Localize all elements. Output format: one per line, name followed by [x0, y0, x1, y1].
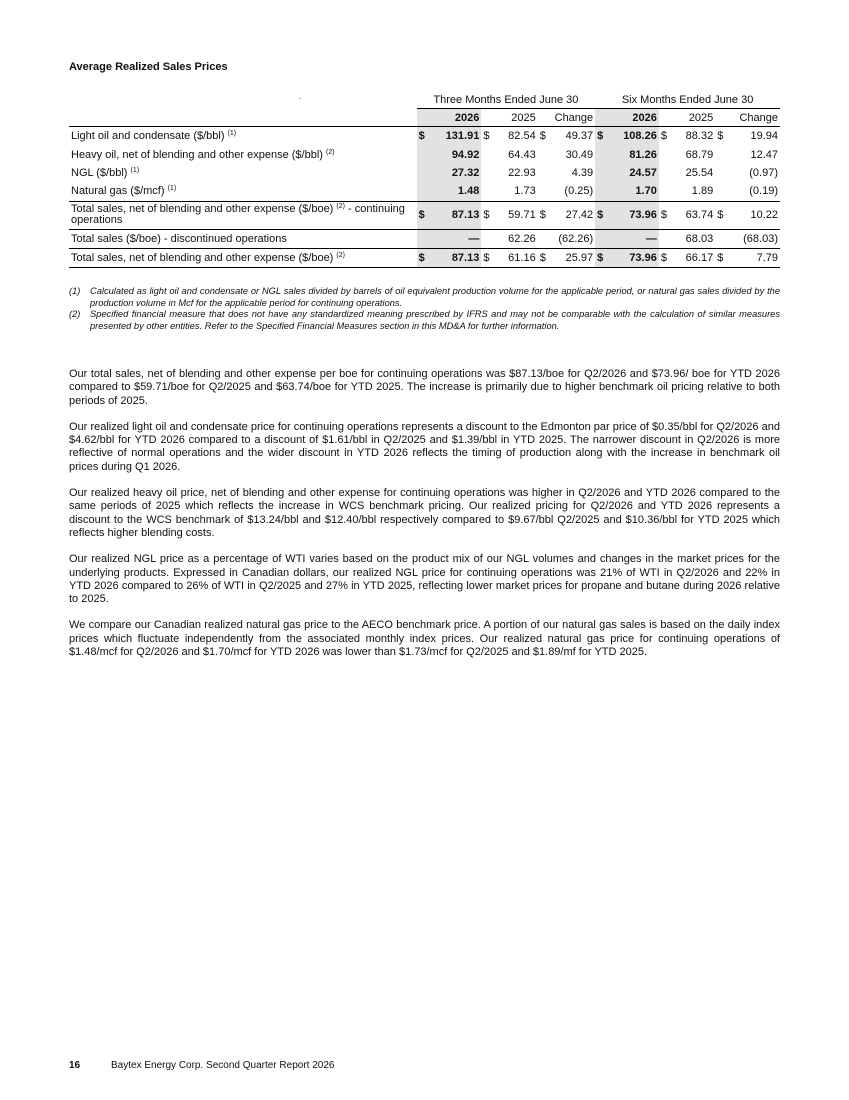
cell-value: 73.96: [606, 201, 659, 229]
cell-value: —: [427, 229, 481, 248]
footnote-number: (1): [69, 286, 81, 296]
cell-value: 63.74: [669, 201, 715, 229]
footnote-ref: (2): [326, 148, 335, 156]
year-header-2025-ytd: 2025: [659, 109, 715, 127]
row-label-text: Total sales ($/boe) - discontinued operations: [71, 232, 287, 245]
currency-symbol: $: [595, 127, 605, 146]
cell-value: 68.79: [685, 148, 714, 161]
cell-value: —: [606, 229, 659, 248]
cell-value: 27.32: [427, 164, 481, 182]
row-label-text: Natural gas ($/mcf): [71, 185, 165, 198]
currency-symbol: $: [659, 201, 669, 229]
cell-value: (0.19): [749, 185, 778, 198]
footnote-ref: (1): [227, 130, 237, 138]
paragraph-heavy-oil: Our realized heavy oil price, net of blending and other expense for continuing operations was higher in Q2/2026 and YTD 2026 compared to the same periods of 2025 which reflects the increase in WCS benchmark pricing. Our realized pricing for Q2/2026 and YTD 2026 represents a discount to the WCS benchmark of $13.24/bbl and $12.40/bbl respectively compared to $9.67/bbl Q2/2025 and $10.36/bbl for YTD 2025 which reflects higher blending costs.: [69, 487, 780, 539]
currency-symbol: [538, 229, 548, 248]
footnote-text: Specified financial measure that does not have any standardized meaning prescribed by IFRS and may not be comparable with the calculation of similar measures presented by other entities. Refer to the Specified Financial Measures section in this MD&A for further information.: [90, 309, 780, 331]
table-row: [69, 127, 780, 146]
row-label: [69, 164, 417, 182]
row-label: [69, 145, 417, 163]
group-header-three-months: Three Months Ended June 30: [417, 92, 596, 109]
currency-symbol: [715, 182, 725, 201]
year-header-change-ytd: Change: [715, 109, 780, 127]
row-label: [69, 248, 417, 267]
footnote: [69, 286, 780, 309]
currency-symbol: [595, 182, 605, 201]
currency-symbol: $: [417, 201, 427, 229]
currency-symbol: $: [538, 248, 548, 267]
currency-symbol: $: [595, 248, 605, 267]
cell-value: 131.91: [427, 127, 481, 146]
cell-value: 108.26: [606, 127, 659, 146]
currency-symbol: [481, 145, 491, 163]
group-header-six-months: Six Months Ended June 30: [595, 92, 780, 109]
cell-value: 30.49: [565, 148, 594, 161]
currency-symbol: $: [660, 130, 667, 143]
year-header-2025-q: 2025: [481, 109, 537, 127]
currency-symbol: $: [417, 127, 427, 146]
currency-symbol: [538, 182, 548, 201]
footnote-ref: (2): [336, 252, 345, 260]
cell-value: 24.57: [606, 164, 659, 182]
currency-symbol: [417, 182, 427, 201]
footer-text: Baytex Energy Corp. Second Quarter Report 2026: [111, 1060, 335, 1071]
year-header-2026-ytd: 2026: [595, 109, 659, 127]
footnote-text: Calculated as light oil and condensate or NGL sales divided by barrels of oil equivalent production volume for the applicable period, or natural gas sales divided by the production volume in Mcf for the applicable period for continuing operations.: [90, 286, 780, 308]
currency-symbol: [417, 164, 427, 182]
currency-symbol: [538, 145, 548, 163]
row-label: [69, 229, 417, 248]
cell-value: 19.94: [750, 130, 778, 143]
table-row: [69, 182, 780, 201]
cell-value: 59.71: [492, 201, 538, 229]
currency-symbol: [481, 164, 491, 182]
paragraph-natural-gas: We compare our Canadian realized natural gas price to the AECO benchmark price. A portion of our natural gas sales is based on the daily index prices which fluctuate independently from the associated monthly index prices. Our realized natural gas price for continuing operations of $1.48/mcf for Q2/2026 and $1.70/mcf for YTD 2026 was lower than $1.73/mcf for Q2/2025 and $1.89/mf for YTD 2025.: [69, 619, 780, 659]
currency-symbol: $: [481, 248, 491, 267]
paragraph-total-sales: Our total sales, net of blending and other expense per boe for continuing operations was $87.13/boe for Q2/2026 and $73.96/ boe for YTD 2026 compared to $59.71/boe for Q2/2025 and $63.74/boe for YTD 2025. The increase is primarily due to higher benchmark oil pricing relative to both periods of 2025.: [69, 368, 780, 407]
cell-value: 88.32: [685, 130, 714, 143]
row-label-suffix: - continuing operations: [71, 203, 405, 227]
cell-value: 87.13: [427, 248, 481, 267]
cell-value: 81.26: [606, 145, 659, 163]
cell-value: 64.43: [508, 148, 536, 161]
currency-symbol: $: [481, 201, 491, 229]
currency-symbol: [538, 164, 548, 182]
currency-symbol: $: [717, 130, 724, 143]
footnotes: [69, 286, 780, 332]
section-title: Average Realized Sales Prices: [69, 61, 228, 73]
cell-value: 1.89: [691, 185, 714, 198]
currency-symbol: $: [659, 248, 669, 267]
page-number: 16: [69, 1060, 81, 1071]
row-label-text: Total sales, net of blending and other expense ($/boe): [71, 252, 334, 265]
currency-symbol: $: [483, 130, 490, 143]
row-label-text: Light oil and condensate ($/bbl): [71, 130, 225, 143]
cell-value: 22.93: [508, 166, 536, 179]
cell-value: 68.03: [669, 229, 715, 248]
footnote-ref: (2): [336, 203, 345, 211]
cell-value: (0.97): [749, 166, 778, 179]
cell-value: (62.26): [548, 229, 595, 248]
row-label-text: Total sales, net of blending and other expense ($/boe): [71, 203, 334, 216]
row-label: [69, 182, 417, 201]
currency-symbol: [715, 164, 725, 182]
cell-value: 4.39: [571, 166, 594, 179]
cell-value: 62.26: [492, 229, 538, 248]
stray-dot: .: [299, 92, 302, 101]
table-row: [69, 201, 780, 229]
table-row: [69, 229, 780, 248]
cell-value: 27.42: [548, 201, 595, 229]
row-label: [69, 127, 417, 146]
table-row: [69, 164, 780, 182]
footnote: [69, 309, 780, 332]
cell-value: 25.54: [685, 166, 714, 179]
year-header-2026-q: 2026: [417, 109, 482, 127]
currency-symbol: $: [539, 130, 546, 143]
currency-symbol: $: [715, 201, 725, 229]
paragraph-ngl: Our realized NGL price as a percentage of WTI varies based on the product mix of our NGL volumes and changes in the market prices for the underlying products. Expressed in Canadian dollars, our realized NGL price for continuing operations was 21% of WTI in Q2/2026 and 22% in YTD 2026 compared to 26% of WTI in Q2/2025 and 27% in YTD 2025, reflecting lower market prices for propane and butane during 2026 relative to 2025.: [69, 553, 780, 606]
currency-symbol: [659, 229, 669, 248]
currency-symbol: $: [538, 201, 548, 229]
cell-value: 7.79: [726, 248, 780, 267]
cell-value: 87.13: [427, 201, 481, 229]
year-header-row: [69, 109, 780, 127]
cell-value: 12.47: [750, 148, 778, 161]
row-label-text: Heavy oil, net of blending and other expense ($/bbl): [71, 148, 323, 161]
footnote-ref: (1): [167, 185, 177, 193]
currency-symbol: $: [595, 201, 605, 229]
body-text: [69, 368, 780, 672]
page-footer: [69, 1060, 334, 1071]
row-label: [69, 201, 417, 229]
cell-value: 61.16: [492, 248, 538, 267]
cell-value: 1.70: [606, 182, 659, 201]
cell-value: (0.25): [564, 185, 594, 198]
currency-symbol: $: [715, 248, 725, 267]
realized-prices-table: [69, 92, 780, 268]
cell-value: 1.48: [427, 182, 481, 201]
row-label-text: NGL ($/bbl): [71, 166, 128, 179]
currency-symbol: [595, 164, 605, 182]
footnote-number: (2): [69, 309, 81, 320]
cell-value: 25.97: [548, 248, 595, 267]
cell-value: 10.22: [726, 201, 780, 229]
table-row: [69, 145, 780, 163]
currency-symbol: [417, 229, 427, 248]
cell-value: 66.17: [669, 248, 715, 267]
currency-symbol: [417, 145, 427, 163]
footnote-ref: (1): [130, 166, 140, 174]
table-row: [69, 248, 780, 267]
currency-symbol: [659, 182, 669, 201]
cell-value: 94.92: [427, 145, 481, 163]
group-header-row: [69, 92, 780, 109]
currency-symbol: $: [417, 248, 427, 267]
currency-symbol: [595, 145, 605, 163]
currency-symbol: [659, 164, 669, 182]
cell-value: 73.96: [606, 248, 659, 267]
currency-symbol: [481, 182, 491, 201]
cell-value: 49.37: [565, 130, 594, 143]
cell-value: 1.73: [514, 185, 536, 198]
currency-symbol: [595, 229, 605, 248]
currency-symbol: [481, 229, 491, 248]
currency-symbol: [659, 145, 669, 163]
cell-value: 82.54: [508, 130, 536, 143]
year-header-change-q: Change: [538, 109, 595, 127]
currency-symbol: [715, 229, 725, 248]
paragraph-light-oil: Our realized light oil and condensate price for continuing operations represents a discount to the Edmonton par price of $0.35/bbl for Q2/2026 and $4.62/bbl for YTD 2026 compared to a discount of $1.61/bbl in Q2/2025 and $1.39/bbl in YTD 2025. The narrower discount in Q2/2026 is more reflective of normal operations and the wider discount in YTD 2026 reflects the timing of production along with the increase in benchmark oil prices during Q1 2026.: [69, 420, 780, 473]
currency-symbol: [715, 145, 725, 163]
cell-value: (68.03): [726, 229, 780, 248]
